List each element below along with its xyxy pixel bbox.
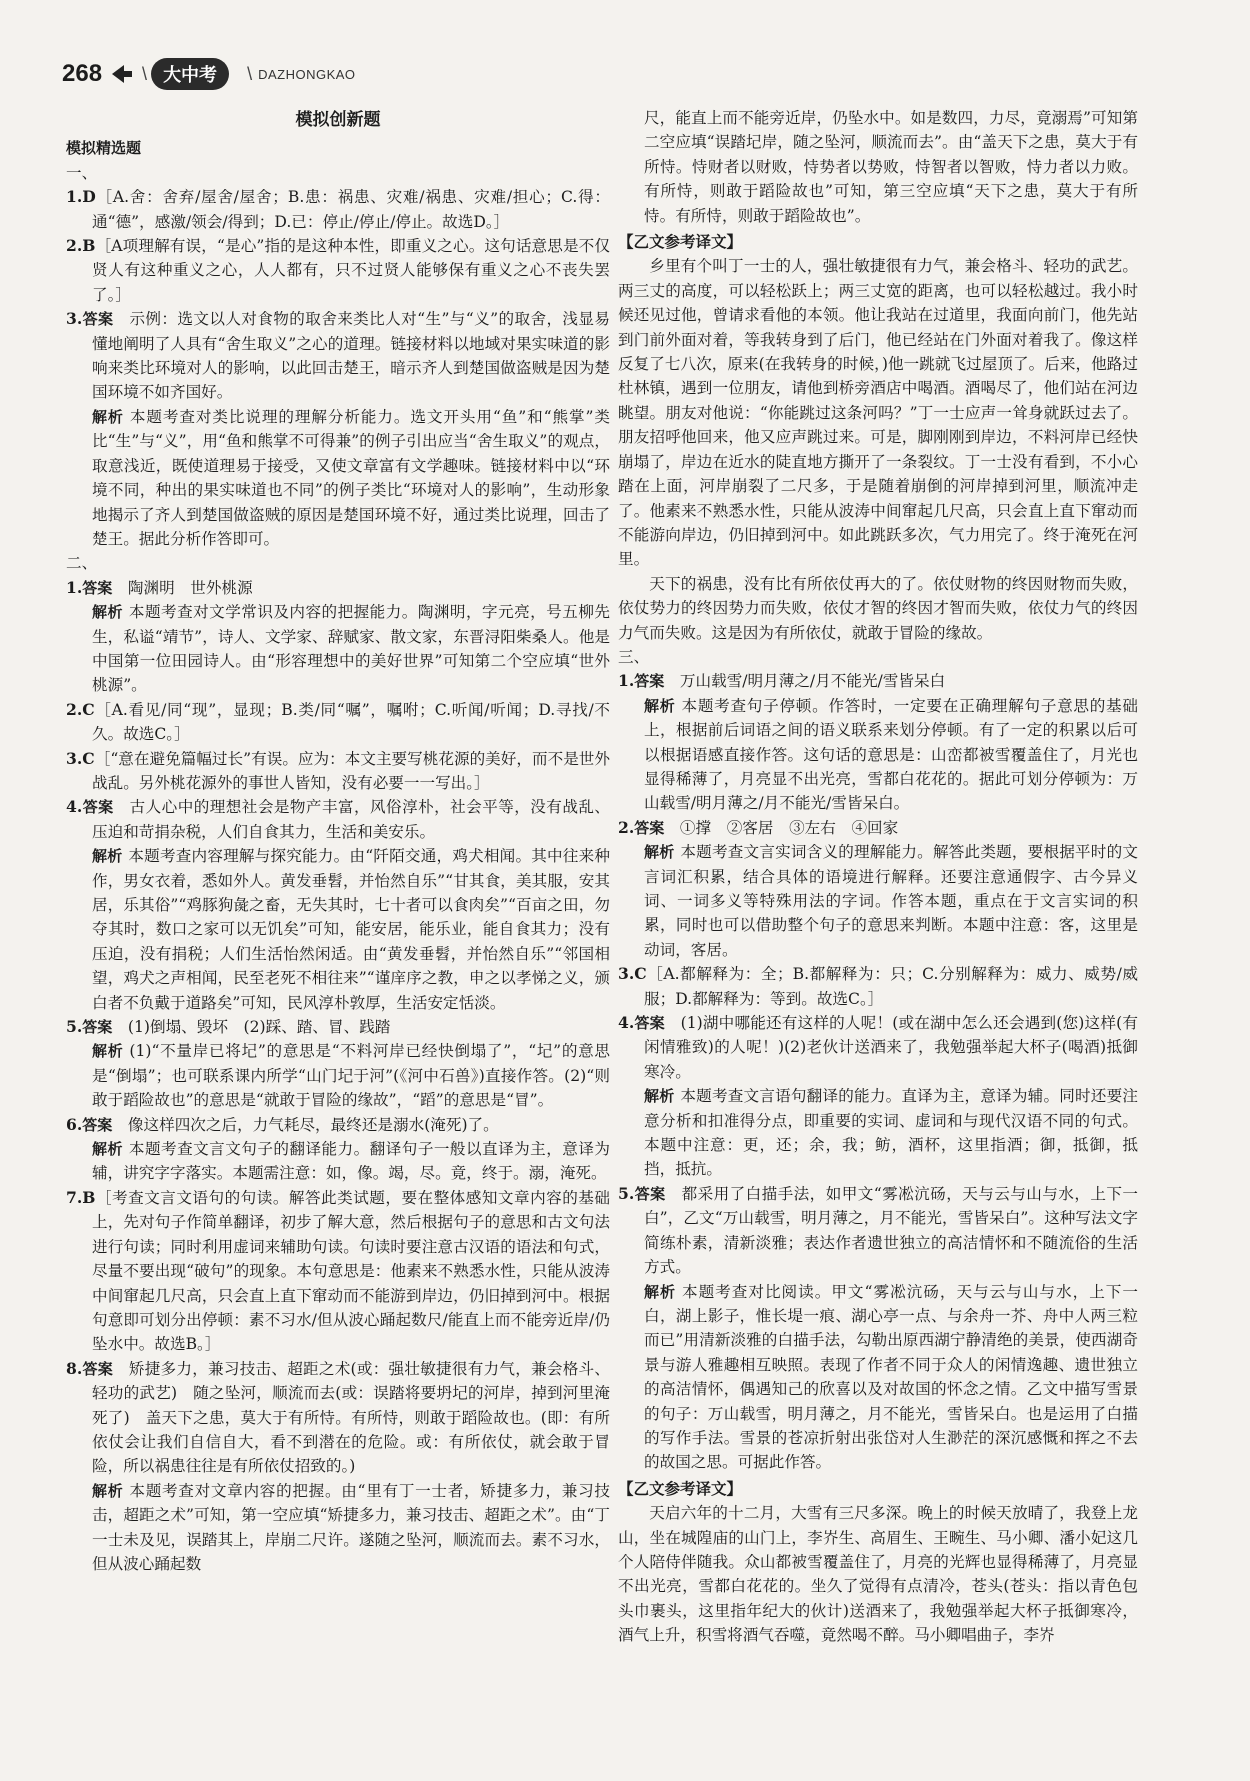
page-number: 268	[62, 60, 103, 87]
question-item: 2.答案 ①撑 ②客居 ③左右 ④回家	[618, 817, 899, 837]
answer-label: 答案	[82, 1115, 113, 1134]
analysis-label: 解析	[644, 696, 676, 715]
brand-logo: 大中考	[151, 58, 229, 90]
left-column	[66, 106, 610, 1576]
analysis-label: 解析	[92, 1481, 124, 1500]
question-item: 8.答案 矫捷多力，兼习技击、超距之术(或：强壮敏捷很有力气，兼会格斗、轻功的武艺) 随之坠河，顺流而去(或：误踏将要坍圮的河岸，掉到河里淹死了) 盖天下之患，莫大于有所恃。有所恃，则敢于蹈险故也。(即：有所依仗会让我们自信自大，看不到潜在的危险。或：有所依仗，就会敢于冒险，所以祸患往往是有所依仗招致的。)	[66, 1358, 610, 1476]
analysis-label: 解析	[92, 407, 124, 426]
part-heading: 三、	[618, 647, 650, 666]
analysis: 解析 本题考查对文学常识及内容的把握能力。陶渊明，字元亮，号五柳先生，私谥“靖节”，诗人、文学家、辞赋家、散文家，东晋浔阳柴桑人。他是中国第一位田园诗人。由“形容理想中的美好世界”可知第二个空应填“世外桃源”。	[92, 603, 610, 695]
question-item: 7.B［考查文言文语句的句读。解答此类试题，要在整体感知文章内容的基础上，先对句子作简单翻译，初步了解大意，然后根据句子的意思和古文句法进行句读；同时利用虚词来辅助句读。句读时要注意古汉语的语法和句式，尽量不要出现“破句”的现象。本句意思是：他素来不熟悉水性，只能从波涛中间窜起几尺高，只会直上直下窜动而不能游到岸边，仍旧掉到河中。根据句意即可划分出停顿：素不习水/但从波心踊起数尺/能直上而不能旁近岸/仍坠水中。故选B。］	[66, 1187, 610, 1354]
question-item: 3.答案 示例：选文以人对食物的取舍来类比人对“生”与“义”的取舍，浅显易懂地阐明了人具有“舍生取义”之心的道理。链接材料以地域对果实味道的影响来类比环境对人的影响，以此回击楚王，暗示齐人到楚国做盗贼是因为楚国环境不如齐国好。	[66, 309, 610, 402]
translation-paragraph: 天启六年的十二月，大雪有三尺多深。晚上的时候天放晴了，我登上龙山，坐在城隍庙的山门上，李岕生、高眉生、王畹生、马小卿、潘小妃这几个人陪侍伴随我。众山都被雪覆盖住了，月亮的光辉也显得稀薄了，月亮显不出光亮，雪都白花花的。坐久了觉得有点清冷，苍头(苍头：指以青色包头巾裹头，这里指年纪大的伙计)送酒来了，我勉强举起大杯子抵御寒冷，酒气上升，积雪将酒气吞噬，竟然喝不醉。马小卿唱曲子，李岕	[618, 1504, 1138, 1645]
part-heading: 一、	[66, 163, 98, 182]
analysis: 解析 本题考查文言实词含义的理解能力。解答此类题，要根据平时的文言词汇积累，结合具体的语境进行解释。还要注意通假字、古今异义词、一词多义等特殊用法的字词。作答本题，重点在于文言实词的积累，同时也可以借助整个句子的意思来判断。本题中注意：客，这里是动词，客居。	[644, 843, 1138, 959]
question-item: 3.C［“意在避免篇幅过长”有误。应为：本文主要写桃花源的美好，而不是世外战乱。另外桃花源外的事世人皆知，没有必要一一写出。］	[66, 748, 610, 792]
answer-label: 答案	[82, 578, 113, 597]
translation-paragraph: 乡里有个叫丁一士的人，强壮敏捷很有力气，兼会格斗、轻功的武艺。两三丈的高度，可以轻松跃上；两三丈宽的距离，也可以轻松越过。我小时候还见过他，曾请求看他的本领。他让我站在过道里，我面向前门，他先站到门前外面对着，等我转身到了后门，他已经站在门外面对着我了。像这样反复了七八次，原来(在我转身的时候，)他一跳就飞过屋顶了。后来，他路过杜林镇，遇到一位朋友，请他到桥旁酒店中喝酒。酒喝尽了，他们站在河边眺望。朋友对他说：“你能跳过这条河吗？”丁一士应声一耸身就跃过去了。朋友招呼他回来，他又应声跳过来。可是，脚刚刚到岸边，不料河岸已经快崩塌了，岸边在近水的陡直地方撕开了一条裂纹。丁一士没有看到，不小心踏在上面，河岸崩裂了二尺多，于是随着崩倒的河岸掉到河里，顺流冲走了。他素来不熟悉水性，只能从波涛中间窜起几尺高，只会直上直下窜动而不能游向岸边，仍旧掉到河中。如此跳跃多次，气力用完了。终于淹死在河里。	[618, 257, 1138, 569]
analysis-label: 解析	[644, 843, 675, 862]
analysis: 解析 本题考查内容理解与探究能力。由“阡陌交通，鸡犬相闻。其中往来种作，男女衣着，悉如外人。黄发垂髫，并怡然自乐”“甘其食，美其服，安其居，乐其俗”“鸡豚狗彘之畜，无失其时，七十者可以食肉矣”“百亩之田，勿夺其时，数口之家可以无饥矣”可知，能安居，能乐业，能自食其力；没有压迫，没有捐税；人们生活怡然闲适。由“黄发垂髫，并怡然自乐”“邻国相望，鸡犬之声相闻，民至老死不相往来”“谨庠序之教，申之以孝悌之义，颁白者不负戴于道路矣”可知，民风淳朴敦厚，生活安定恬淡。	[92, 847, 610, 1012]
analysis: 解析 本题考查文言文句子的翻译能力。翻译句子一般以直译为主，意译为辅，讲究字字落实。本题需注意：如，像。竭，尽。竟，终于。溺，淹死。	[92, 1140, 610, 1183]
answer-label: 答案	[634, 1184, 666, 1203]
question-item: 5.答案 都采用了白描手法，如甲文“雾凇沆砀，天与云与山与水，上下一白”，乙文“万山载雪，明月薄之，月不能光，雪皆呆白”。这种写法文字简练朴素，清新淡雅；表达作者遗世独立的高洁情怀和不随流俗的生活方式。	[618, 1183, 1138, 1277]
arrow-left-icon	[112, 65, 124, 83]
translation-heading: 【乙文参考译文】	[618, 1479, 743, 1498]
translation-paragraph: 天下的祸患，没有比有所依仗再大的了。依仗财物的终因财物而失败，依仗势力的终因势力而失败，依仗才智的终因才智而失败，依仗力气的终因力气而失败。这是因为有所依仗，就敢于冒险的缘故。	[618, 574, 1138, 642]
analysis-label: 解析	[92, 1140, 123, 1159]
brand-english: DAZHONGKAO	[258, 66, 356, 82]
translation-heading: 【乙文参考译文】	[618, 233, 743, 252]
answer-label: 答案	[634, 818, 665, 837]
page-header	[62, 54, 356, 94]
part-heading: 二、	[66, 554, 98, 573]
question-item: 1.答案 陶渊明 世外桃源	[66, 577, 253, 597]
answer-label: 答案	[82, 1359, 114, 1378]
analysis: 解析 本题考查对比阅读。甲文“雾凇沆砀，天与云与山与水，上下一白，湖上影子，惟长堤一痕、湖心亭一点、与余舟一芥、舟中人两三粒而已”用清新淡雅的白描手法，勾勒出原西湖宁静清绝的美景，使西湖奇景与游人雅趣相互映照。表现了作者不同于众人的闲情逸趣、遗世独立的高洁情怀，偶遇知己的欣喜以及对故国的怀念之情。乙文中描写雪景的句子：万山载雪，明月薄之，月不能光，雪皆呆白。也是运用了白描的写作手法。雪景的苍凉折射出张岱对人生渺茫的深沉感慨和挥之不去的故国之思。可据此作答。	[644, 1282, 1138, 1472]
question-item: 4.答案 古人心中的理想社会是物产丰富，风俗淳朴，社会平等，没有战乱、压迫和苛捐杂税，人们自食其力，生活和美安乐。	[66, 797, 610, 841]
question-item: 1.D［A.舍：舍弃/屋舍/屋舍；B.患：祸患、灾难/祸患、灾难/担心；C.得：通“德”，感激/领会/得到；D.已：停止/停止/停止。故选D。］	[66, 187, 610, 231]
section-title: 模拟创新题	[295, 110, 381, 130]
analysis-label: 解析	[92, 603, 123, 622]
answer-label: 答案	[82, 310, 114, 329]
analysis: 解析 本题考查文言语句翻译的能力。直译为主，意译为辅。同时还要注意分析和扣准得分点，即重要的实词、虚词和与现代汉语不同的句式。本题中注意：更，还；余，我；鲂，酒杯，这里指酒；御，抵御，抵挡，抵抗。	[644, 1087, 1138, 1179]
question-item: 5.答案 (1)倒塌、毁坏 (2)踩、踏、冒、践踏	[66, 1017, 391, 1037]
analysis: 解析 本题考查句子停顿。作答时，一定要在正确理解句子意思的基础上，根据前后词语之间的语义联系来划分停顿。有了一定的积累以后可以根据语感直接作答。这句话的意思是：山峦都被雪覆盖住了，月光也显得稀薄了，月亮显不出光亮，雪都白花花的。据此可划分停顿为：万山载雪/明月薄之/月不能光/雪皆呆白。	[644, 696, 1138, 813]
analysis: 解析 本题考查对文章内容的把握。由“里有丁一士者，矫捷多力，兼习技击，超距之术”可知，第一空应填“矫捷多力，兼习技击、超距之术”。由“丁一士未及见，误踏其上，岸崩二尺许。遂随之坠河，顺流而去。素不习水，但从波心踊起数	[92, 1481, 610, 1573]
analysis-label: 解析	[644, 1282, 676, 1301]
question-item: 1.答案 万山载雪/明月薄之/月不能光/雪皆呆白	[618, 671, 946, 691]
analysis: 解析 (1)“不量岸已将圮”的意思是“不料河岸已经快倒塌了”，“圮”的意思是“倒塌”；也可联系课内所学“山门圮于河”(《河中石兽》)直接作答。(2)“则敢于蹈险故也”的意思是“就敢于冒险的缘故”，“蹈”的意思是“冒”。	[92, 1042, 610, 1110]
analysis-label: 解析	[92, 1042, 124, 1061]
answer-label: 答案	[634, 672, 665, 691]
question-item: 2.C［A.看见/同“现”，显现；B.类/同“嘱”，嘱咐；C.听闻/听闻；D.寻找/不久。故选C。］	[66, 699, 610, 744]
analysis-label: 解析	[92, 847, 123, 866]
right-column	[618, 106, 1138, 1648]
question-item: 4.答案 (1)湖中哪能还有这样的人呢！(或在湖中怎么还会遇到(您)这样(有闲情雅致)的人呢！)(2)老伙计送酒来了，我勉强举起大杯子(喝酒)抵御寒冷。	[618, 1013, 1138, 1081]
subhead: 模拟精选题	[66, 139, 142, 158]
question-item: 2.B［A项理解有误，“是心”指的是这种本性，即重义之心。这句话意思是不仅贤人有这种重义之心，人人都有，只不过贤人能够保有重义之心不丧失罢了。］	[66, 236, 610, 304]
analysis-continued: 尺，能直上而不能旁近岸，仍坠水中。如是数四，力尽，竟溺焉”可知第二空应填“误踏圮岸，随之坠河，顺流而去”。由“盖天下之患，莫大于有所恃。恃财者以财败，恃势者以势败，恃智者以智败，恃力者以力败。有所恃，则敢于蹈险故也”可知，第三空应填“天下之患，莫大于有所恃。有所恃，则敢于蹈险故也”。	[644, 109, 1138, 225]
question-item: 6.答案 像这样四次之后，力气耗尽，最终还是溺水(淹死)了。	[66, 1114, 499, 1134]
header-divider: \	[247, 63, 253, 84]
analysis: 解析 本题考查对类比说理的理解分析能力。选文开头用“鱼”和“熊掌”类比“生”与“义”，用“鱼和熊掌不可得兼”的例子引出应当“舍生取义”的观点，取意浅近，既使道理易于接受，又使文章富有文学趣味。链接材料中以“环境不同，种出的果实味道也不同”的例子类比“环境对人的影响”，生动形象地揭示了齐人到楚国做盗贼的原因是楚国环境不好，通过类比说理，回击了楚王。据此分析作答即可。	[92, 407, 610, 548]
header-divider: \	[142, 63, 148, 84]
analysis-label: 解析	[644, 1087, 675, 1106]
question-item: 3.C［A.都解释为：全；B.都解释为：只；C.分别解释为：威力、威势/威服；D.都解释为：等到。故选C。］	[618, 964, 1138, 1008]
answer-label: 答案	[82, 1018, 113, 1037]
answer-label: 答案	[634, 1014, 665, 1033]
answer-label: 答案	[82, 798, 114, 817]
